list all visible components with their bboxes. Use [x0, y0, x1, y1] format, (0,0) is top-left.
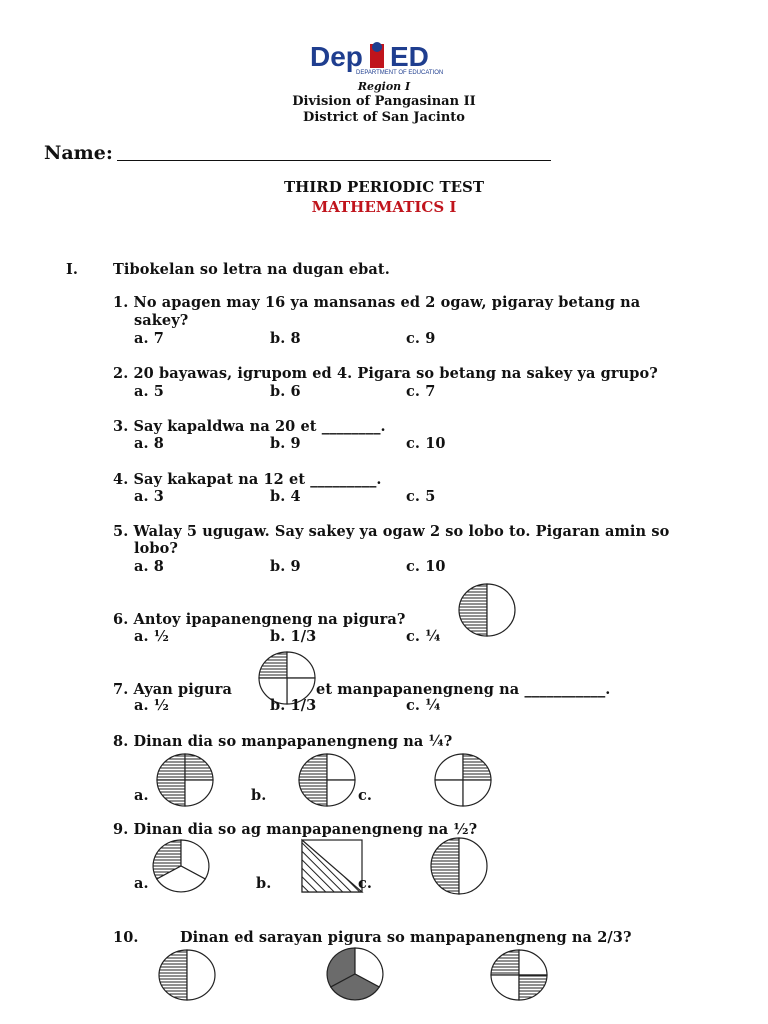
q3-option-b[interactable]: b. 9	[270, 435, 301, 452]
q9-option-a-figure[interactable]	[150, 838, 212, 894]
logo-text-right: ED	[390, 41, 429, 72]
question-2: 2. 20 bayawas, igrupom ed 4. Pigara so betang na sakey ya grupo?	[113, 365, 658, 382]
question-10: Dinan ed sarayan pigura so manpapanengneng na 2/3?	[180, 929, 632, 946]
logo-text-left: Dep	[310, 41, 363, 72]
q8-option-a[interactable]: a.	[134, 787, 149, 804]
q1-option-c[interactable]: c. 9	[406, 330, 436, 347]
district-label: District of San Jacinto	[303, 110, 465, 125]
q6-option-b[interactable]: b. 1/3	[270, 628, 317, 645]
question-9: 9. Dinan dia so ag manpapanengneng na ½?	[113, 821, 478, 838]
question-10-number: 10.	[113, 929, 139, 946]
q7-option-b[interactable]: b. 1/3	[270, 697, 317, 714]
question-7-pre: 7. Ayan pigura	[113, 681, 233, 698]
q10-figure-1[interactable]	[156, 948, 218, 1002]
q1-option-b[interactable]: b. 8	[270, 330, 301, 347]
q2-option-a[interactable]: a. 5	[134, 383, 164, 400]
q9-option-b[interactable]: b.	[256, 875, 272, 892]
q5-option-c[interactable]: c. 10	[406, 558, 446, 575]
deped-logo-graphic	[308, 40, 464, 76]
subject-title: MATHEMATICS I	[311, 198, 457, 216]
q7-option-c[interactable]: c. ¼	[406, 697, 441, 714]
question-4: 4. Say kakapat na 12 et _________.	[113, 471, 382, 488]
q8-option-b-figure[interactable]	[296, 752, 358, 808]
q6-option-c[interactable]: c. ¼	[406, 628, 441, 645]
q9-option-c[interactable]: c.	[358, 875, 373, 892]
q10-figure-2[interactable]	[324, 946, 386, 1002]
q9-option-a[interactable]: a.	[134, 875, 149, 892]
test-title: THIRD PERIODIC TEST	[283, 178, 485, 196]
q6-half-circle-figure	[456, 582, 518, 638]
q1-option-a[interactable]: a. 7	[134, 330, 164, 347]
region-label: Region I	[357, 80, 411, 93]
q2-option-c[interactable]: c. 7	[406, 383, 436, 400]
division-label: Division of Pangasinan II	[292, 94, 476, 109]
q4-option-b[interactable]: b. 4	[270, 488, 301, 505]
name-input-line[interactable]	[117, 160, 551, 161]
q3-option-a[interactable]: a. 8	[134, 435, 164, 452]
q8-option-c-figure[interactable]	[432, 752, 494, 808]
question-1: 1. No apagen may 16 ya mansanas ed 2 ogaw, pigaray betang na	[113, 294, 641, 311]
section-numeral: I.	[66, 261, 79, 278]
name-label: Name:	[44, 142, 113, 164]
q2-option-b[interactable]: b. 6	[270, 383, 301, 400]
q7-option-a[interactable]: a. ½	[134, 697, 170, 714]
question-5-cont: lobo?	[134, 540, 178, 557]
question-6: 6. Antoy ipapanengneng na pigura?	[113, 611, 406, 628]
section-instruction: Tibokelan so letra na dugan ebat.	[113, 261, 390, 278]
question-8: 8. Dinan dia so manpapanengneng na ¼?	[113, 733, 453, 750]
question-1-cont: sakey?	[134, 312, 189, 329]
q5-option-a[interactable]: a. 8	[134, 558, 164, 575]
question-7-post: et manpapanengneng na ___________.	[316, 681, 611, 698]
q8-option-a-figure[interactable]	[154, 752, 216, 808]
q4-option-a[interactable]: a. 3	[134, 488, 164, 505]
q3-option-c[interactable]: c. 10	[406, 435, 446, 452]
question-3: 3. Say kapaldwa na 20 et ________.	[113, 418, 386, 435]
q9-option-c-figure[interactable]	[428, 836, 490, 896]
q8-option-b[interactable]: b.	[251, 787, 267, 804]
q6-option-a[interactable]: a. ½	[134, 628, 170, 645]
question-5: 5. Walay 5 ugugaw. Say sakey ya ogaw 2 so lobo to. Pigaran amin so	[113, 523, 670, 540]
q9-option-b-figure[interactable]	[300, 838, 364, 894]
deped-logo	[308, 40, 464, 76]
q10-figure-3[interactable]	[488, 948, 550, 1002]
q4-option-c[interactable]: c. 5	[406, 488, 436, 505]
q8-option-c[interactable]: c.	[358, 787, 373, 804]
logo-subtitle: DEPARTMENT OF EDUCATION	[356, 70, 444, 76]
q5-option-b[interactable]: b. 9	[270, 558, 301, 575]
